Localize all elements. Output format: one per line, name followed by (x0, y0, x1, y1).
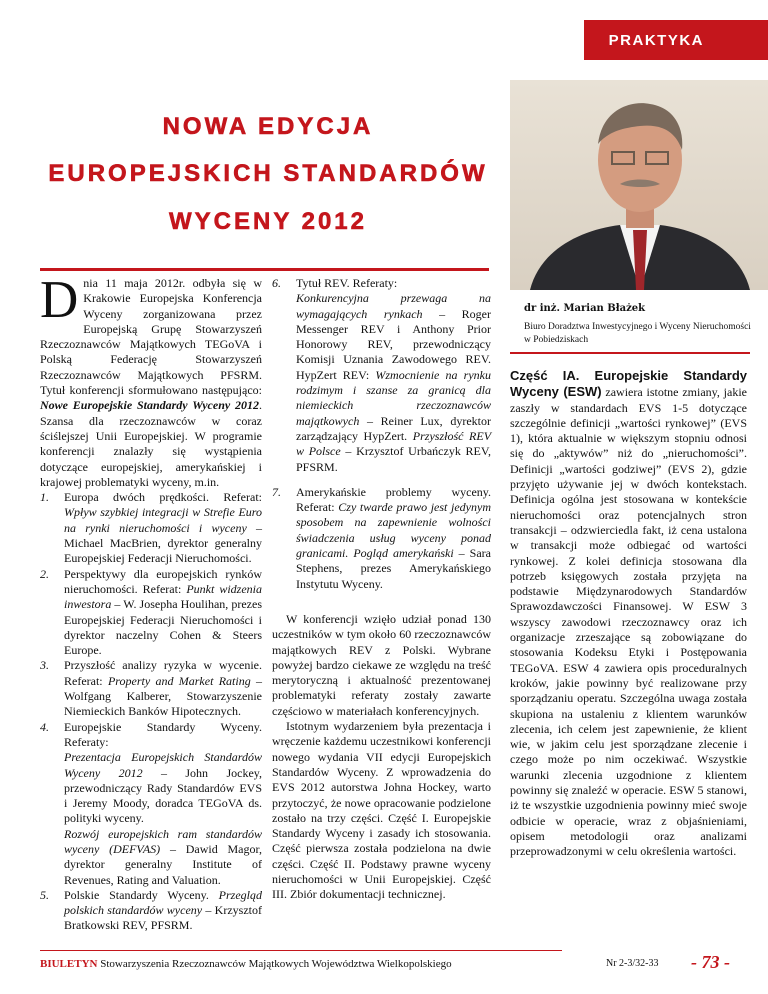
column-1 (40, 271, 263, 934)
article-title-line-1: NOWA EDYCJA (162, 113, 374, 140)
footer-publication: BIULETYN Stowarzyszenia Rzeczoznawców Majątkowych Województwa Wielkopolskiego (40, 958, 452, 970)
sidebar-divider (510, 352, 750, 354)
column-2 (272, 276, 491, 903)
intro-text: nia 11 maja 2012r. odbyła się w Krakowie Europejska Konferencja Wyceny zorganizowana przez Europejską Grupę Stowarzyszeń Rzeczoznawców Majątkowych TEGoVA i Polską Federację Stowarzyszeń Rzeczoznawców Majątkowych PFSRM. Tytuł konferencji sformułowano następująco: (40, 276, 262, 398)
body-paragraph: Istotnym wydarzeniem była prezentacja i wręczenie każdemu uczestnikowi konferencji nowego wydania VII edycji Europejskich Standardów Wyceny. Z wprowadzenia do EVS 2012 autorstwa Johna Hockey, warto przytoczyć, że nowe opracowanie podzielone zostało na trzy części. Część I. Europejskie Standardy Wyceny i zasady ich stosowania. Część pierwsza została podzielona na dwie części. Część II. Podstawy prawne wyceny nieruchomości w Unii Europejskiej. Część III. Zbiór dokumentacji technicznej. (272, 719, 491, 902)
author-affiliation: Biuro Doradztwa Inwestycyjnego i Wyceny Nieruchomości w Pobiedziskach (524, 322, 751, 345)
list-item: 6. Tytuł REV. Referaty: Konkurencyjna przewaga na wymagających rynkach – Roger Messenger REV i Anthony Prior Honorowy REV, przewodniczący Komisji Uznania Zawodowego REV. HypZert REV: Wzmocnienie na rynku rodzimym i szanse za granicą dla niemieckich rzeczoznawców majątkowych – Reiner Lux, dyrektor zarządzający HypZert. Przyszłość REV w Polsce – Krzysztof Urbańczyk REV, PFSRM. (272, 276, 492, 474)
part-heading: Część IA. Europejskie Standardy Wyceny (ESW) (510, 368, 747, 400)
program-list (40, 490, 262, 934)
body-paragraph: W konferencji wzięło udział ponad 130 uczestników w tym około 60 rzeczoznawców majątkowych REV z Polski. Wybrane powyżej bardzo ciekawe ze względu na treść merytoryczną i aktualność prezentowanej problematyki referaty zostały zawarte częściowo w materiałach konferencyjnych. (272, 611, 491, 718)
program-list-continued (272, 276, 491, 592)
article-title-line-2: EUROPEJSKICH STANDARDÓW (48, 160, 488, 187)
list-item: 7. Amerykańskie problemy wyceny. Referat: Czy twarde prawo jest jedynym sposobem na zapewnienie wolności świadczenia usług wyceny ponad granicami. Pogląd amerykański – Sara Stephens, prezes Amerykańskiego Instytutu Wyceny. (272, 484, 491, 591)
intro-paragraph (40, 271, 262, 490)
list-item: 1. Europa dwóch prędkości. Referat: Wpływ szybkiej integracji w Strefie Euro na rynki nieruchomości i wyceny – Michael MacBrien, dyrektor generalny Europejskiej Federacji Nieruchomości. (40, 490, 263, 566)
list-item: 3. Przyszłość analizy ryzyka w wycenie. Referat: Property and Market Rating – Wolfgang Kalberer, Stowarzyszenie Niemieckich Banków Hipotecznych. (40, 658, 262, 719)
conference-title: Nowe Europejskie Standardy Wyceny 2012 (40, 398, 259, 413)
part-text: zawiera istotne zmiany, jakie zaszły w standardach EVS 1-5 dotyczące szczególnie definicji „wartości rynkowej” (EVS 1), która aktualnie w większym stopniu odnosi się do „aktywów” niż do „nieruchomości”. Definicji „wartości godziwej” (EVS 2), gdzie przyjęto używanie jej w dwóch kontekstach. Definicja ogólna jest stosowana w kontekście nieruchomości oraz potencjalnych stron transakcji – odzwierciedla fakt, iż cena ustalona w transakcji może odbiegać od wartości rynkowej. Z kolei definicja stosowana dla potrzeb księgowych została przyjęta na podstawie Międzynarodowych Standardów Sprawozdawczości Finansowej. W ESW 3 wszyscy zawodowi rzeczoznawcy oraz ich organizacje zrzeszające są zobowiązane do stosowania Kodeksu Etyki i Postępowania TEGoVA. ESW 4 zawiera opis proceduralnych kroków, jakie powinny być realizowane przy sporządzaniu operatu. Szczególna uwaga została skupiona na ustaleniu z klientem warunków zlecenia, ich celem jest zapewnienie, że klient wie, w jakim celu jest sporządzane zlecenie i czego może po nim oczekiwać. Wszystkie warunki zlecenia uzgodnione z klientem powinny się znaleźć w operacie. ESW 5 stanowi, iż te wszystkie uzgodnienia powinny mieć swoje odbicie w operacie, wraz z objaśnieniami, opisem metodologii oraz analizami przeprowadzonymi w celu określenia wartości. (510, 385, 747, 859)
footer-divider (40, 950, 562, 951)
list-item: 2. Perspektywy dla europejskich rynków nieruchomości. Referat: Punkt widzenia inwestora – W. Josepha Houlihan, prezes Europejskiej Federacji Nieruchomości i dyrektor naczelny Cohen & Steers Europe. (40, 566, 262, 658)
list-item: 5. Polskie Standardy Wyceny. Przegląd polskich standardów wyceny – Krzysztof Bratkowski REV, PFSRM. (40, 887, 262, 933)
page-number: - 73 - (691, 952, 730, 972)
column-3 (510, 368, 747, 860)
intro-text-2: . Szansa dla rzeczoznawców w coraz ściślejszej Unii Europejskiej. W programie konferencji znalazły się wystąpienia dotyczące europejskiej, amerykańskiej i krajowej problematyki wyceny, m.in. (40, 398, 262, 489)
part-paragraph (510, 368, 747, 860)
issue-number: Nr 2-3/32-33 (606, 958, 659, 969)
article-title-line-3: WYCENY 2012 (169, 208, 367, 235)
drop-cap: D (40, 271, 79, 329)
title-divider (40, 268, 489, 271)
author-name: dr inż. Marian Błażek (524, 303, 646, 314)
list-item: 4. Europejskie Standardy Wyceny. Referaty: Prezentacja Europejskich Standardów Wyceny 2012 – John Jockey, przewodniczący Rady Standardów EVS i Jeremy Moody, doradca TEGoVA ds. polityki wyceny. Rozwój europejskich ram standardów wyceny (DEFVAS) – Dawid Magor, dyrektor generalny Institute of Revenues, Rating and Valuation. (40, 719, 262, 887)
author-photo (510, 80, 768, 290)
section-tag: PRAKTYKA (584, 20, 768, 60)
